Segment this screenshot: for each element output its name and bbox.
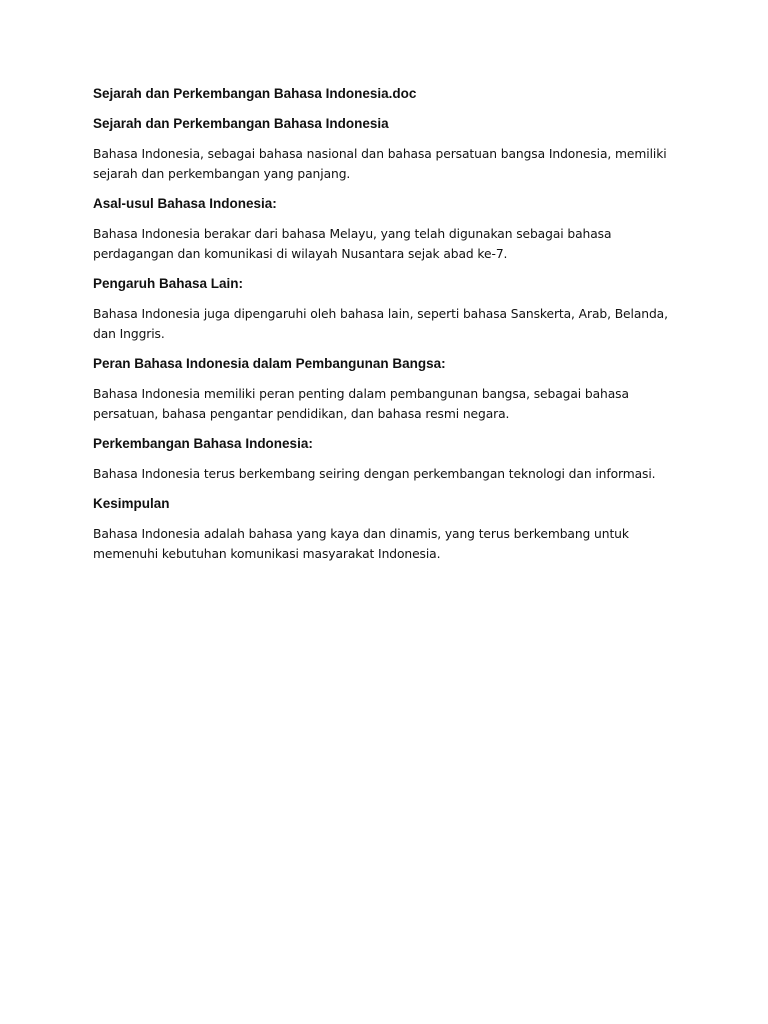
document-file-title: Sejarah dan Perkembangan Bahasa Indonesia.doc: [93, 86, 417, 101]
section-conclusion: [93, 494, 693, 564]
section-heading: Asal-usul Bahasa Indonesia:: [93, 196, 277, 211]
section-heading: Kesimpulan: [93, 496, 170, 511]
document-page: [93, 84, 693, 574]
section-heading: Pengaruh Bahasa Lain:: [93, 276, 244, 291]
section-body: Bahasa Indonesia terus berkembang seiring dengan perkembangan teknologi dan informasi.: [93, 467, 656, 481]
section-development: [93, 434, 693, 484]
section-heading: Perkembangan Bahasa Indonesia:: [93, 436, 313, 451]
section-role-in-nation-building: [93, 354, 693, 424]
section-body: Bahasa Indonesia berakar dari bahasa Melayu, yang telah digunakan sebagai bahasa perdagangan dan komunikasi di wilayah Nusantara sejak abad ke-7.: [93, 227, 612, 261]
section-origin: [93, 194, 693, 264]
section-heading: Peran Bahasa Indonesia dalam Pembangunan Bangsa:: [93, 356, 446, 371]
section-body: Bahasa Indonesia juga dipengaruhi oleh bahasa lain, seperti bahasa Sanskerta, Arab, Belanda, dan Inggris.: [93, 307, 668, 341]
intro-paragraph: Bahasa Indonesia, sebagai bahasa nasional dan bahasa persatuan bangsa Indonesia, memiliki sejarah dan perkembangan yang panjang.: [93, 147, 667, 181]
section-foreign-influence: [93, 274, 693, 344]
section-body: Bahasa Indonesia memiliki peran penting dalam pembangunan bangsa, sebagai bahasa persatuan, bahasa pengantar pendidikan, dan bahasa resmi negara.: [93, 387, 629, 421]
main-heading: Sejarah dan Perkembangan Bahasa Indonesia: [93, 116, 389, 131]
section-body: Bahasa Indonesia adalah bahasa yang kaya dan dinamis, yang terus berkembang untuk memenuhi kebutuhan komunikasi masyarakat Indonesia.: [93, 527, 629, 561]
